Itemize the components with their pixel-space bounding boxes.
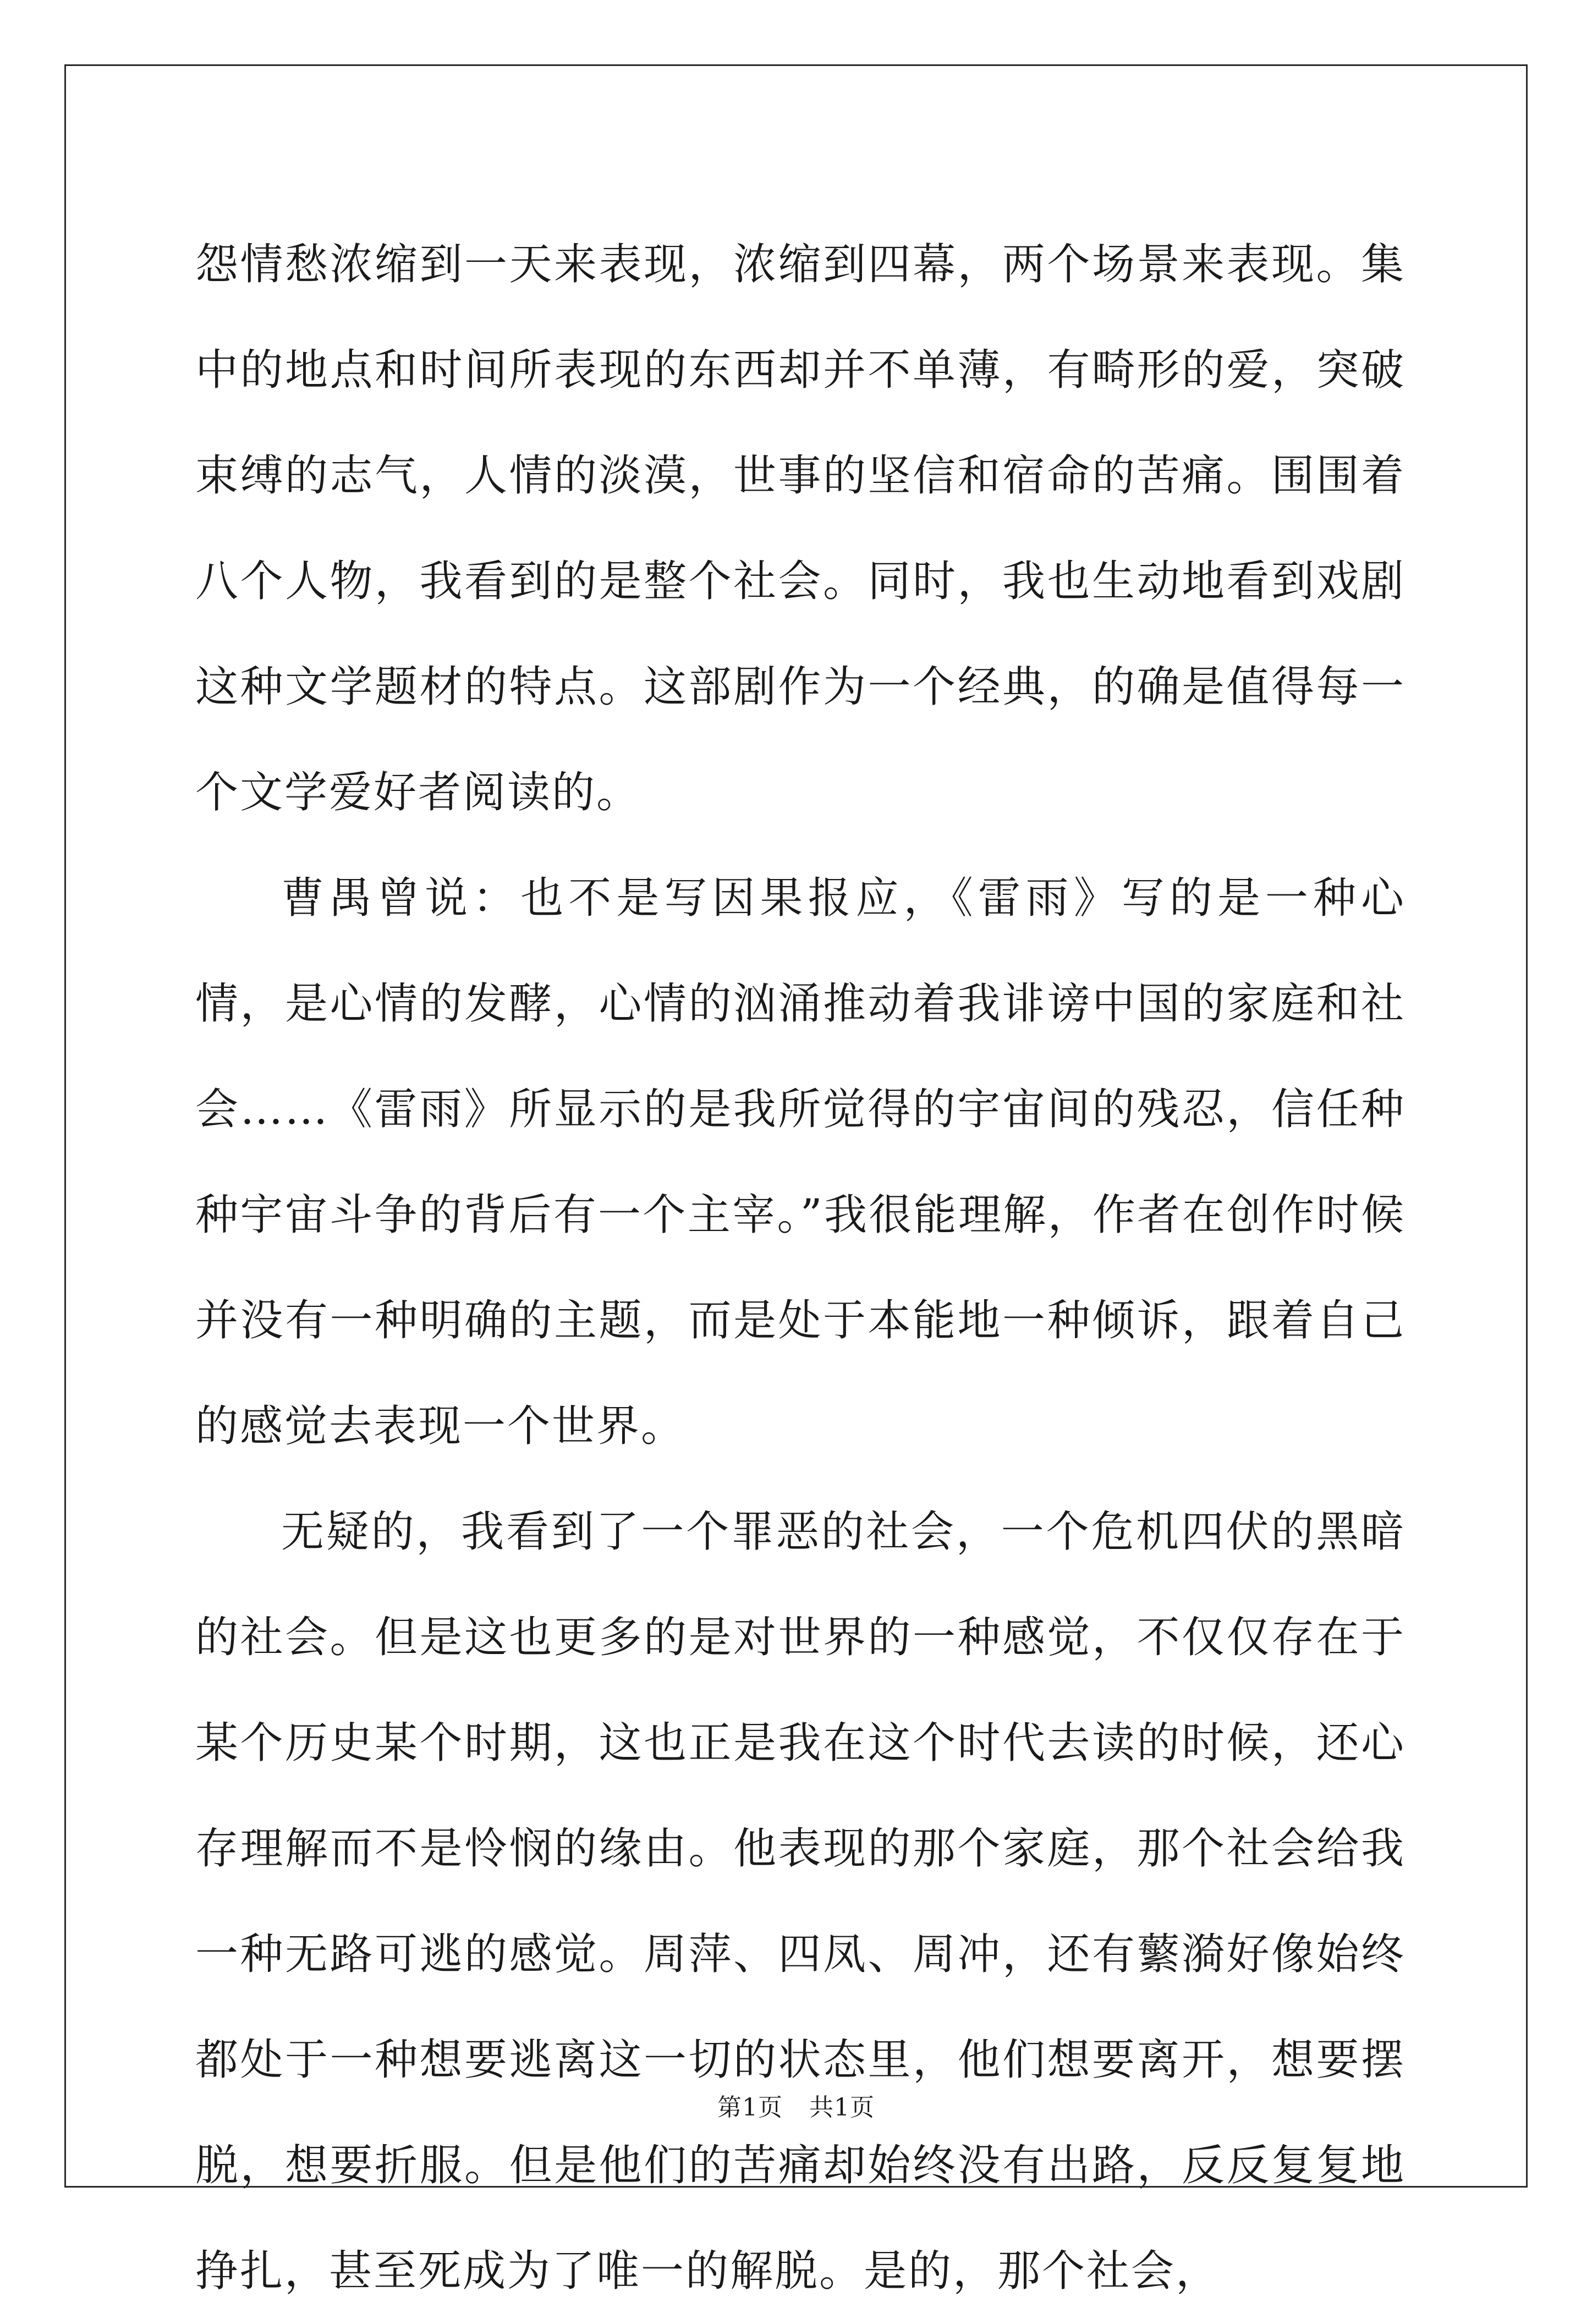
page-total: 共1页 bbox=[809, 2094, 875, 2122]
paragraph-3: 无疑的，我看到了一个罪恶的社会，一个危机四伏的黑暗的社会。但是这也更多的是对世界的一种感觉，不仅仅存在于某个历史某个时期，这也正是我在这个时代去读的时候，还心存理解而不是怜悯的缘由。他表现的那个家庭，那个社会给我一种无路可逃的感觉。周萍、四凤、周冲，还有蘩漪好像始终都处于一种想要逃离这一切的状态里，他们想要离开，想要摆脱，想要折服。但是他们的苦痛却始终没有出路，反反复复地挣扎，甚至死成为了唯一的解脱。是的，那个社会， bbox=[195, 1507, 1406, 2296]
document-body bbox=[195, 212, 1406, 2324]
page-footer bbox=[0, 2087, 1592, 2123]
paragraph-2: 曹禺曾说：也不是写因果报应，《雷雨》写的是一种心情，是心情的发酵，心情的汹涌推动着我诽谤中国的家庭和社会……《雷雨》所显示的是我所觉得的宇宙间的残忍，信任种种宇宙斗争的背后有一个主宰。”我很能理解，作者在创作时候并没有一种明确的主题，而是处于本能地一种倾诉，跟着自己的感觉去表现一个世界。 bbox=[195, 873, 1406, 1451]
paragraph-1: 怨情愁浓缩到一天来表现，浓缩到四幕，两个场景来表现。集中的地点和时间所表现的东西却并不单薄，有畸形的爱，突破束缚的志气，人情的淡漠，世事的坚信和宿命的苦痛。围围着八个人物，我看到的是整个社会。同时，我也生动地看到戏剧这种文学题材的特点。这部剧作为一个经典，的确是值得每一个文学爱好者阅读的。 bbox=[195, 240, 1406, 817]
page-number: 第1页 bbox=[717, 2094, 783, 2122]
